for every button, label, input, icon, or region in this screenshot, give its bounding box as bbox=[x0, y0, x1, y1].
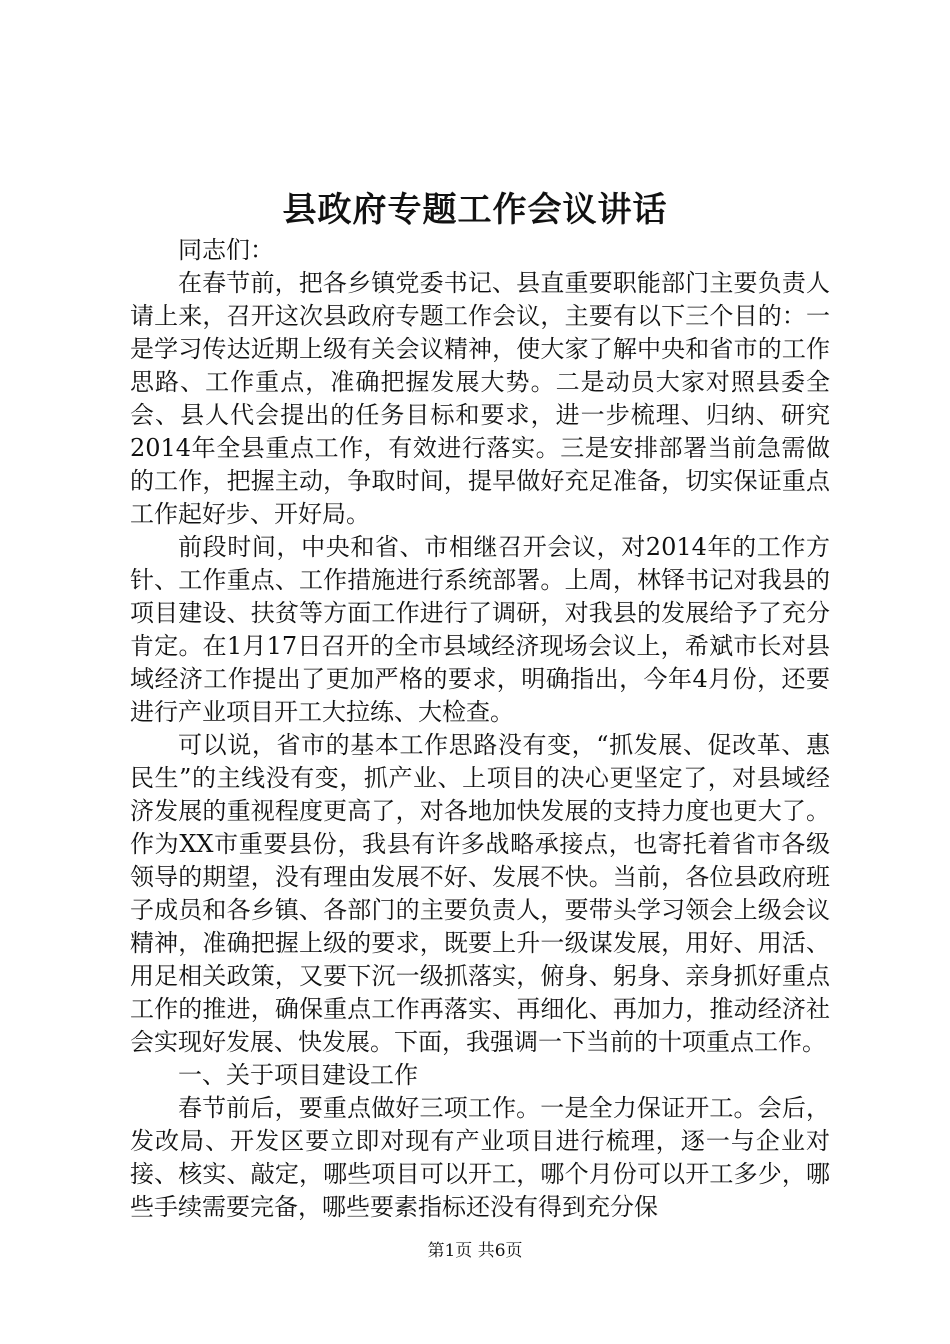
document-title: 县政府专题工作会议讲话 bbox=[282, 190, 668, 230]
page-number: 第1页 共6页 bbox=[427, 1241, 523, 1261]
paragraph-situation: 可以说，省市的基本工作思路没有变，“抓发展、促改革、惠民生”的主线没有变，抓产业、上项目的决心更坚定了，对县域经济发展的重视程度更高了，对各地加快发展的支持力度也更大了。作为XX市重要县份，我县有许多战略承接点，也寄托着省市各级领导的期望，没有理由发展不好、发展不快。当前，各位县政府班子成员和各乡镇、各部门的主要负责人，要带头学习领会上级会议精神，准确把握上级的要求，既要上升一级谋发展，用好、用活、用足相关政策，又要下沉一级抓落实，俯身、躬身、亲身抓好重点工作的推进，确保重点工作再落实、再细化、再加力，推动经济社会实现好发展、快发展。下面，我强调一下当前的十项重点工作。 bbox=[130, 731, 830, 1056]
document-body bbox=[130, 234, 830, 1224]
salutation: 同志们： bbox=[178, 236, 274, 264]
paragraph-background: 前段时间，中央和省、市相继召开会议，对2014年的工作方针、工作重点、工作措施进行系统部署。上周，林铎书记对我县的项目建设、扶贫等方面工作进行了调研，对我县的发展给予了充分肯定。在1月17日召开的全市县域经济现场会议上，希斌市长对县域经济工作提出了更加严格的要求，明确指出，今年4月份，还要进行产业项目开工大拉练、大检查。 bbox=[130, 533, 830, 726]
section-heading: 一、关于项目建设工作 bbox=[178, 1061, 418, 1089]
paragraph-purpose: 在春节前，把各乡镇党委书记、县直重要职能部门主要负责人请上来，召开这次县政府专题工作会议，主要有以下三个目的：一是学习传达近期上级有关会议精神，使大家了解中央和省市的工作思路、工作重点，准确把握发展大势。二是动员大家对照县委全会、县人代会提出的任务目标和要求，进一步梳理、归纳、研究2014年全县重点工作，有效进行落实。三是安排部署当前急需做的工作，把握主动，争取时间，提早做好充足准备，切实保证重点工作起好步、开好局。 bbox=[130, 269, 830, 528]
paragraph-project: 春节前后，要重点做好三项工作。一是全力保证开工。会后，发改局、开发区要立即对现有产业项目进行梳理，逐一与企业对接、核实、敲定，哪些项目可以开工，哪个月份可以开工多少，哪些手续需要完备，哪些要素指标还没有得到充分保 bbox=[130, 1094, 830, 1221]
